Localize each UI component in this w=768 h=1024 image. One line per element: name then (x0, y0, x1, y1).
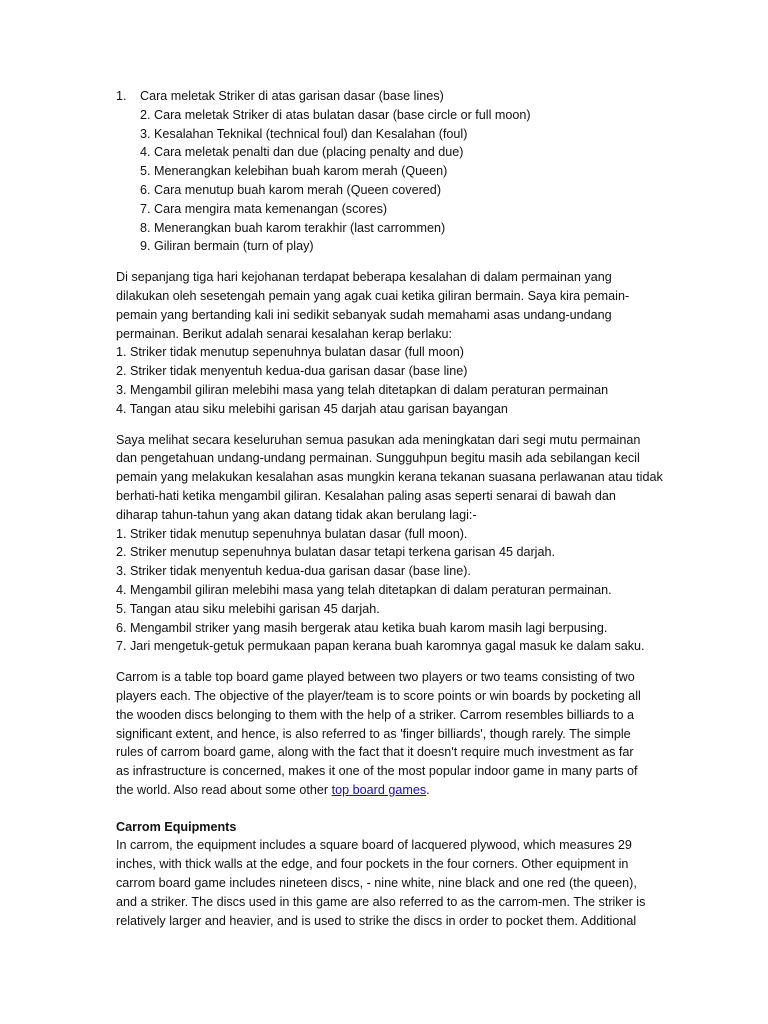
paragraph-line: berhati-hati ketika mengambil giliran. Kesalahan paling asas seperti senarai di bawah dan (116, 488, 616, 503)
paragraph-common-fouls (116, 268, 696, 418)
paragraph-line: diharap tahun-tahun yang akan datang tidak akan berulang lagi:- (116, 507, 477, 522)
intro-list (116, 87, 696, 256)
list-item: 4. Cara meletak penalti dan due (placing penalty and due) (140, 145, 464, 160)
paragraph-line: the wooden discs belonging to them with the help of a striker. Carrom resembles billiards to a (116, 707, 635, 722)
section-carrom-equipments (116, 818, 696, 931)
paragraph-line: and a striker. The discs used in this game are also referred to as the carrom-men. The striker is (116, 894, 646, 909)
paragraph-line-with-link (116, 781, 696, 800)
paragraph-line: permainan. Berikut adalah senarai kesalahan kerap berlaku: (116, 326, 453, 341)
list-item: 9. Giliran bermain (turn of play) (140, 239, 314, 254)
list-item: 8. Menerangkan buah karom terakhir (last carrommen) (140, 220, 446, 235)
paragraph-line: relatively larger and heavier, and is used to strike the discs in order to pocket them. Additional (116, 913, 637, 928)
paragraph-line: 6. Mengambil striker yang masih bergerak atau ketika buah karom masih lagi berpusing. (116, 620, 608, 635)
link-prefix-text: the world. Also read about some other (116, 782, 332, 797)
paragraph-line: Di sepanjang tiga hari kejohanan terdapat beberapa kesalahan di dalam permainan yang (116, 270, 612, 285)
paragraph-line: players each. The objective of the player/team is to score points or win boards by pocketing all (116, 688, 641, 703)
list-item: 6. Cara menutup buah karom merah (Queen covered) (140, 182, 442, 197)
paragraph-line: carrom board game includes nineteen discs, - nine white, nine black and one red (the queen), (116, 876, 637, 891)
list-item: 5. Menerangkan kelebihan buah karom merah (Queen) (140, 164, 448, 179)
list-item: 2. Cara meletak Striker di atas bulatan dasar (base circle or full moon) (140, 107, 531, 122)
document-page (116, 87, 696, 930)
list-number: 1. (116, 89, 127, 103)
list-item-text: Cara meletak Striker di atas garisan dasar (base lines) (140, 89, 444, 103)
paragraph-line: 4. Tangan atau siku melebihi garisan 45 darjah atau garisan bayangan (116, 401, 508, 416)
list-item (116, 87, 696, 106)
paragraph-observations (116, 431, 696, 657)
list-item: 7. Cara mengira mata kemenangan (scores) (140, 201, 388, 216)
paragraph-line: 1. Striker tidak menutup sepenuhnya bulatan dasar (full moon). (116, 526, 468, 541)
paragraph-line: 2. Striker tidak menyentuh kedua-dua garisan dasar (base line) (116, 364, 468, 379)
paragraph-line: inches, with thick walls at the edge, and four pockets in the four corners. Other equipment in (116, 857, 629, 872)
paragraph-line: 3. Striker tidak menyentuh kedua-dua garisan dasar (base line). (116, 564, 471, 579)
paragraph-line: 1. Striker tidak menutup sepenuhnya bulatan dasar (full moon) (116, 345, 464, 360)
paragraph-line: Saya melihat secara keseluruhan semua pasukan ada meningkatan dari segi mutu permainan (116, 432, 641, 447)
paragraph-carrom-intro (116, 668, 696, 800)
section-heading: Carrom Equipments (116, 819, 237, 834)
paragraph-line: pemain yang melakukan kesalahan asas mungkin kerana tekanan suasana perlawanan atau tidak (116, 470, 663, 485)
paragraph-line: dan pengetahuan undang-undang permainan. Sungguhpun begitu masih ada sebilangan kecil (116, 451, 640, 466)
paragraph-line: 2. Striker menutup sepenuhnya bulatan dasar tetapi terkena garisan 45 darjah. (116, 545, 555, 560)
paragraph-line: In carrom, the equipment includes a square board of lacquered plywood, which measures 29 (116, 838, 632, 853)
paragraph-line: 7. Jari mengetuk-getuk permukaan papan kerana buah karomnya gagal masuk ke dalam saku. (116, 639, 645, 654)
paragraph-line: 3. Mengambil giliran melebihi masa yang telah ditetapkan di dalam peraturan permainan (116, 382, 609, 397)
paragraph-line: dilakukan oleh sesetengah pemain yang agak cuai ketika giliran bermain. Saya kira pemain- (116, 288, 630, 303)
link-suffix-text: . (426, 782, 430, 797)
paragraph-line: pemain yang bertanding kali ini sedikit sebanyak sudah memahami asas undang-undang (116, 307, 612, 322)
paragraph-line: 4. Mengambil giliran melebihi masa yang telah ditetapkan di dalam peraturan permainan. (116, 582, 612, 597)
paragraph-line: rules of carrom board game, along with the fact that it doesn't require much investment as far (116, 745, 634, 760)
list-item: 3. Kesalahan Teknikal (technical foul) dan Kesalahan (foul) (140, 126, 468, 141)
paragraph-line: Carrom is a table top board game played between two players or two teams consisting of two (116, 670, 635, 685)
paragraph-line: 5. Tangan atau siku melebihi garisan 45 darjah. (116, 601, 380, 616)
top-board-games-link[interactable]: top board games (331, 782, 427, 797)
paragraph-line: significant extent, and hence, is also referred to as 'finger billiards', though rarely. The simple (116, 726, 631, 741)
paragraph-line: as infrastructure is concerned, makes it one of the most popular indoor game in many parts of (116, 764, 638, 779)
